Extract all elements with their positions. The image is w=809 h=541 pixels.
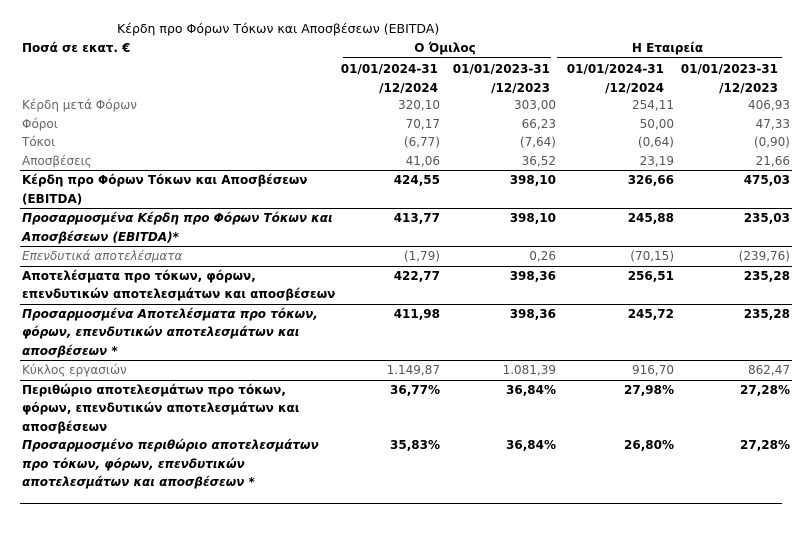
cell-value: 36,84% — [442, 380, 558, 436]
table-row — [20, 171, 792, 209]
cell-value: 36,77% — [338, 380, 442, 436]
cell-value: 320,10 — [398, 98, 440, 112]
table-row — [20, 133, 792, 152]
column-header-3 — [552, 60, 664, 98]
cell-value: 23,19 — [639, 153, 674, 168]
cell-value: 1.149,87 — [338, 361, 442, 381]
cell-value: 475,03 — [676, 171, 792, 209]
cell-value: 398,36 — [442, 266, 558, 304]
cell-value: 235,03 — [676, 209, 792, 247]
column-header-4-line2: /12/2023 — [719, 81, 778, 95]
cell-value: 413,77 — [338, 209, 442, 247]
row-label: Κύκλος εργασιών — [20, 361, 338, 381]
row-label: Αποσβέσεις — [22, 153, 92, 168]
cell-value: 862,47 — [676, 361, 792, 381]
column-header-2-line2: /12/2023 — [491, 81, 550, 95]
table-row — [20, 247, 792, 267]
row-label: Προσαρμοσμένο περιθώριο αποτελεσμάτων προ τόκων, φόρων, επενδυτικών αποτελεσμάτων και αποσβέσεων * — [22, 438, 319, 489]
row-label: Αποτελέσματα προ τόκων, φόρων, επενδυτικών αποτελεσμάτων και αποσβέσεων — [20, 266, 338, 304]
table-row — [20, 436, 792, 492]
group-header-omilos: Ο Όμιλος — [414, 41, 476, 55]
row-label: Περιθώριο αποτελεσμάτων προ τόκων, φόρων, επενδυτικών αποτελεσμάτων και αποσβέσεων — [20, 380, 338, 436]
group-rule-omilos — [343, 57, 551, 58]
row-label: Φόροι — [22, 116, 58, 131]
column-header-1 — [330, 60, 438, 98]
cell-value: (6,77) — [403, 135, 440, 149]
row-label: Προσαρμοσμένα Κέρδη προ Φόρων Τόκων και Αποσβέσεων (EBITDA)* — [20, 209, 338, 247]
cell-value: 27,28% — [740, 438, 790, 452]
cell-value: 398,36 — [442, 304, 558, 361]
cell-value: 70,17 — [405, 116, 440, 131]
table-title: Κέρδη προ Φόρων Τόκων και Αποσβέσεων (EBITDA) — [117, 21, 440, 36]
column-header-2 — [440, 60, 550, 98]
cell-value: (0,90) — [753, 135, 790, 149]
cell-value: (7,64) — [519, 135, 556, 149]
table-row — [20, 152, 792, 171]
cell-value: 27,98% — [558, 380, 676, 436]
cell-value: 21,66 — [755, 153, 790, 168]
cell-value: 303,00 — [514, 98, 556, 112]
cell-value: 406,93 — [748, 98, 790, 112]
table-row — [20, 209, 792, 247]
cell-value: 398,10 — [442, 171, 558, 209]
group-header-etaireia: Η Εταιρεία — [631, 41, 704, 55]
table-row — [20, 115, 792, 134]
group-rule-etaireia — [557, 57, 782, 58]
column-header-2-line1: 01/01/2023-31 — [452, 62, 550, 76]
row-label: Επενδυτικά αποτελέσματα — [20, 247, 338, 267]
cell-value: 0,26 — [442, 247, 558, 267]
cell-value: 245,72 — [558, 304, 676, 361]
cell-value: 254,11 — [632, 98, 674, 112]
column-header-4 — [666, 60, 778, 98]
cell-value: 235,28 — [676, 266, 792, 304]
cell-value: 235,28 — [676, 304, 792, 361]
cell-value: 41,06 — [405, 153, 440, 168]
cell-value: 27,28% — [676, 380, 792, 436]
cell-value: 26,80% — [624, 438, 674, 452]
table-row — [20, 96, 792, 115]
row-label: Κέρδη προ Φόρων Τόκων και Αποσβέσεων (EBITDA) — [20, 171, 338, 209]
ebitda-table — [20, 96, 792, 492]
column-header-3-line2: /12/2024 — [605, 81, 664, 95]
cell-value: 424,55 — [338, 171, 442, 209]
cell-value: 1.081,39 — [442, 361, 558, 381]
column-header-1-line2: /12/2024 — [379, 81, 438, 95]
row-label: Κέρδη μετά Φόρων — [22, 98, 137, 112]
cell-value: 256,51 — [558, 266, 676, 304]
cell-value: (239,76) — [676, 247, 792, 267]
table-row — [20, 266, 792, 304]
cell-value: 245,88 — [558, 209, 676, 247]
table-row — [20, 361, 792, 381]
cell-value: 50,00 — [639, 116, 674, 131]
cell-value: (0,64) — [637, 135, 674, 149]
cell-value: 398,10 — [442, 209, 558, 247]
cell-value: (70,15) — [558, 247, 676, 267]
cell-value: 411,98 — [338, 304, 442, 361]
column-header-3-line1: 01/01/2024-31 — [566, 62, 664, 76]
cell-value: 66,23 — [521, 116, 556, 131]
cell-value: 35,83% — [390, 438, 440, 452]
cell-value: 36,84% — [506, 438, 556, 452]
table-row — [20, 380, 792, 436]
cell-value: 916,70 — [558, 361, 676, 381]
units-label: Ποσά σε εκατ. € — [22, 41, 131, 55]
cell-value: 47,33 — [755, 116, 790, 131]
table-bottom-rule — [20, 503, 782, 504]
row-label: Προσαρμοσμένα Αποτελέσματα προ τόκων, φόρων, επενδυτικών αποτελεσμάτων και αποσβέσεων * — [20, 304, 338, 361]
column-header-1-line1: 01/01/2024-31 — [340, 62, 438, 76]
cell-value: 422,77 — [338, 266, 442, 304]
cell-value: (1,79) — [338, 247, 442, 267]
column-header-4-line1: 01/01/2023-31 — [680, 62, 778, 76]
table-row — [20, 304, 792, 361]
row-label: Τόκοι — [22, 135, 56, 149]
cell-value: 326,66 — [558, 171, 676, 209]
cell-value: 36,52 — [521, 153, 556, 168]
